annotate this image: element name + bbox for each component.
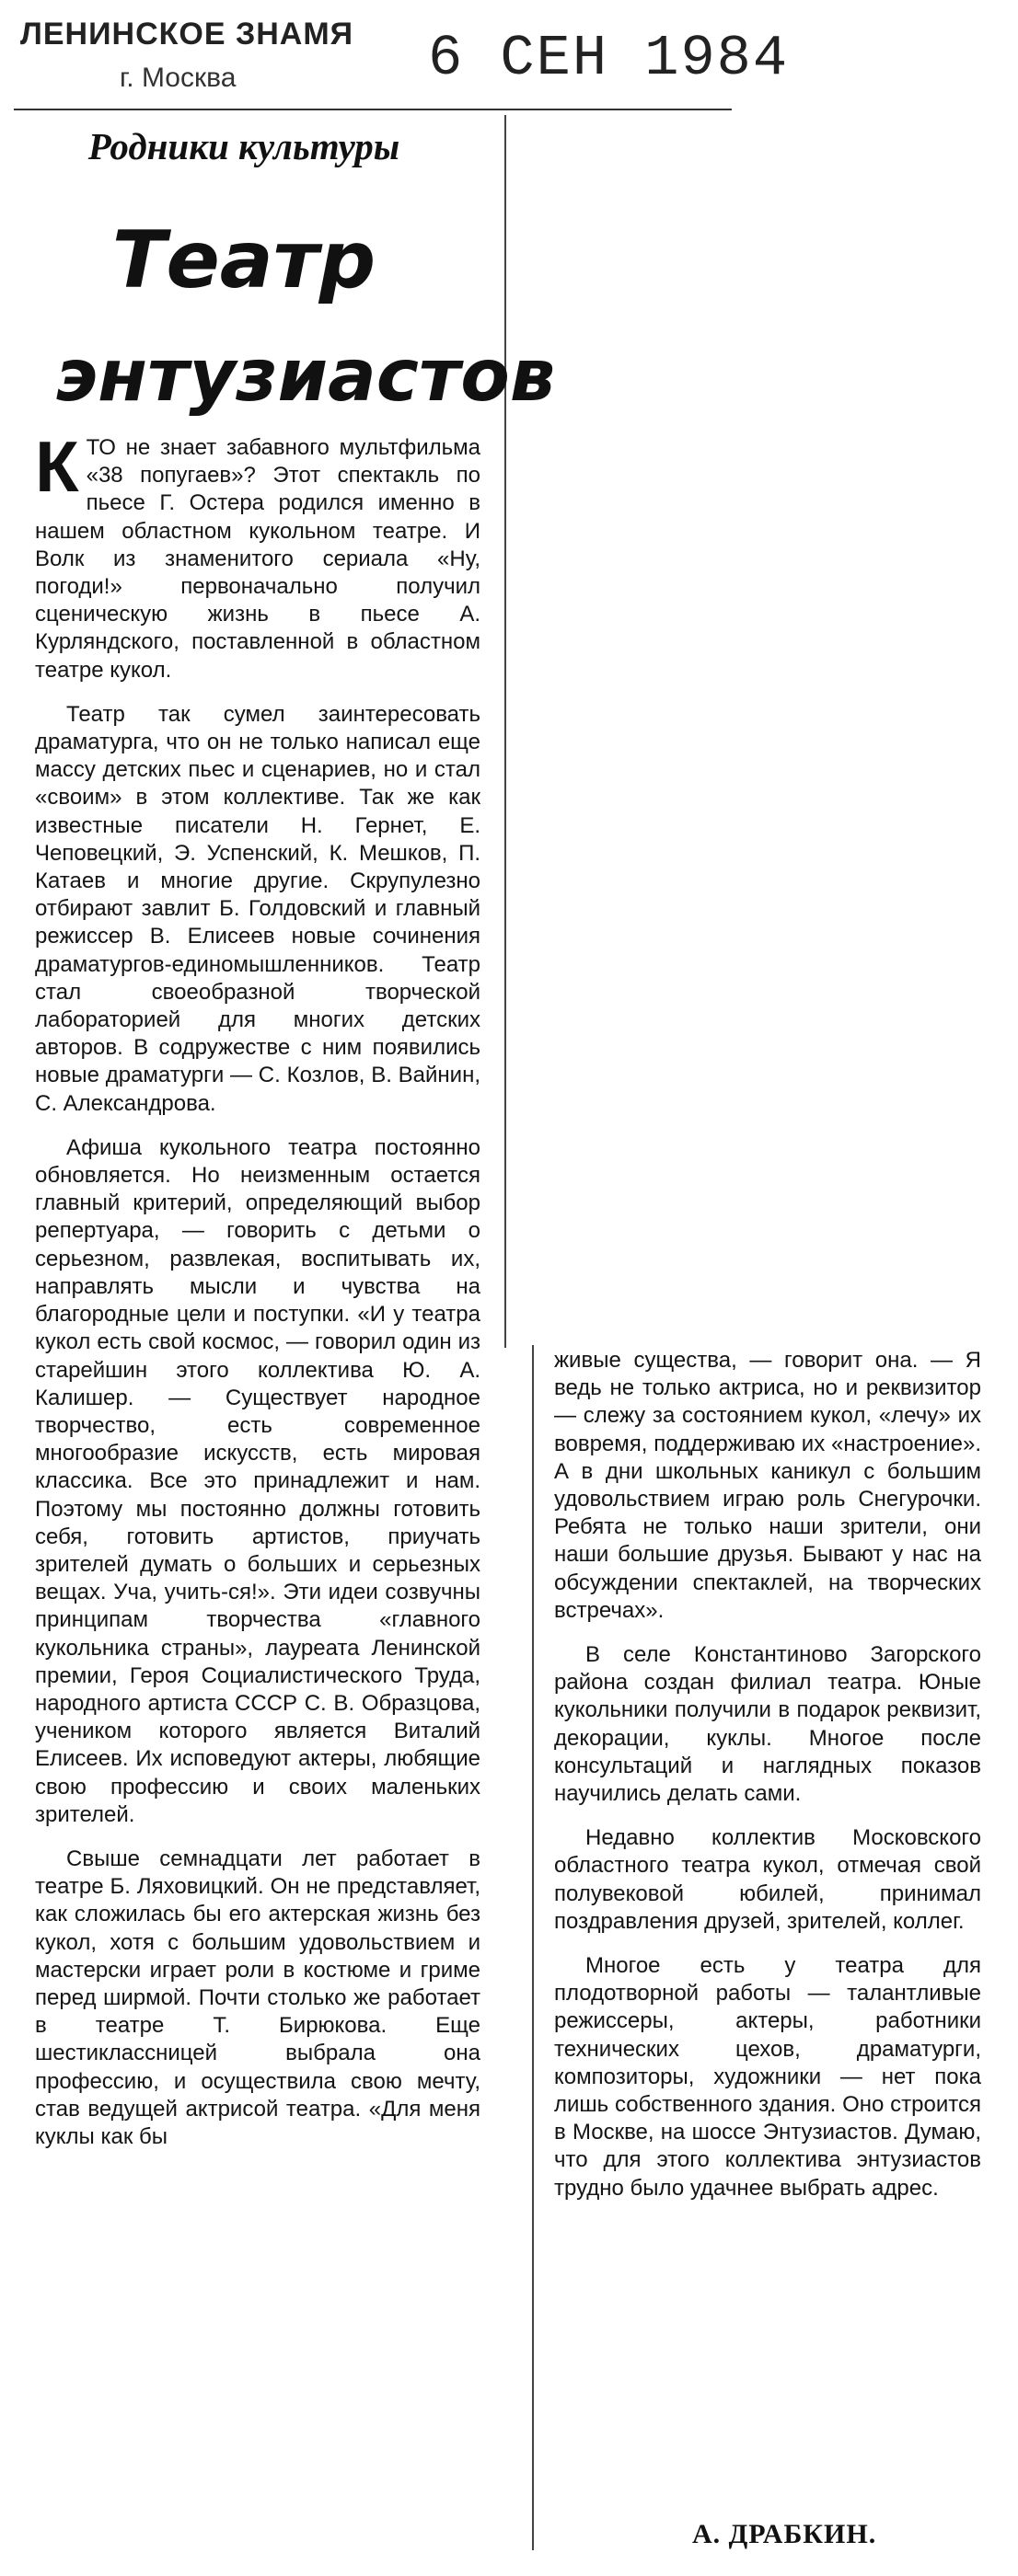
paragraph-5: живые существа, — говорит она. — Я ведь не только актриса, но и реквизитор — слежу за состоянием кукол, «лечу» их вовремя, поддерживаю их «настроение». А в дни школьных каникул с большим удовольствием играю роль Снегурочки. Ребята не только наши зрители, они наши большие друзья. Бывают у нас на обсуждении спектаклей, на творческих встречах».	[554, 1348, 981, 1623]
paragraph-8: Многое есть у театра для плодотворной работы — талантливые режиссеры, актеры, работники технических цехов, драматурги, композиторы, художники — нет пока лишь собственного здания. Оно строится в Москве, на шоссе Энтузиастов. Думаю, что для этого коллектива энтузиастов трудно было удачнее выбрать адрес.	[554, 1953, 981, 2201]
rubric: Родники культуры	[87, 125, 400, 167]
paragraph-7: Недавно коллектив Московского областного театра кукол, отмечая свой полувековой юбилей, принимал поздравления друзей, зрителей, коллег.	[554, 1825, 981, 1934]
paragraph-2: Театр так сумел заинтересовать драматурга, что он не только написал еще массу детских пьес и сценариев, но и стал «своим» в этом коллективе. Так же как известные писатели Н. Гернет, Е. Чеповецкий, Э. Успенский, К. Мешков, П. Катаев и многие другие. Скрупулезно отбирают завлит Б. Голдовский и главный режиссер В. Елисеев новые сочинения драматургов-единомышленников. Театр стал своеобразной творческой лабораторией для многих детских авторов. В содружестве с ним появились новые драматурги — С. Козлов, В. Вайнин, С. Александрова.	[35, 701, 480, 1116]
author-signature: А. ДРАБКИН.	[692, 2519, 877, 2549]
column-divider-upper	[504, 115, 506, 1348]
paragraph-6: В селе Константиново Загорского района создан филиал театра. Юные кукольники получили в подарок реквизит, декорации, куклы. Многое после консультаций и наглядных показов научились делать сами.	[554, 1642, 981, 1807]
column-divider-lower	[532, 1345, 534, 2550]
headline-line-1: Театр	[111, 214, 376, 306]
drop-cap: К	[35, 426, 79, 507]
paragraph-4: Свыше семнадцати лет работает в театре Б. Ляховицкий. Он не представляет, как сложилась бы его актерская жизнь без кукол, хотя с большим удовольствием и мастерски играет роли в костюме и гриме перед ширмой. Почти столько же работает в театре Т. Бирюкова. Еще шестиклассницей выбрала она профессию, и осуществила свою мечту, став ведущей актрисой театра. «Для меня куклы как бы	[35, 1846, 480, 2149]
headline-line-2: энтузиастов	[55, 335, 556, 418]
article-column-1	[35, 426, 480, 2151]
paragraph-1-text: ТО не знает забавного мультфильма «38 попугаев»? Этот спектакль по пьесе Г. Остера родился именно в нашем областном кукольном театре. И Волк из знаменитого сериала «Ну, погоди!» первоначально получил сценическую жизнь в пьесе А. Курляндского, поставленной в областном театре кукол.	[35, 435, 480, 683]
paragraph-3: Афиша кукольного театра постоянно обновляется. Но неизменным остается главный критерий, определяющий выбор репертуара, — говорить с детьми о серьезном, развлекая, воспитывать их, направлять мысли и чувства на благородные цели и поступки. «И у театра кукол есть свой космос, — говорил один из старейшин этого коллектива Ю. А. Калишер. — Существует народное творчество, есть современное многообразие искусств, есть мировая классика. Все это принадлежит и нам. Поэтому мы постоянно должны готовить себя, готовить артистов, приучать зрителей думать о больших и серьезных вещах. Уча, учить-ся!». Эти идеи созвучны принципам творчества «главного кукольника страны», лауреата Ленинской премии, Героя Социалистического Труда, народного артиста СССР С. В. Образцова, учеником которого является Виталий Елисеев. Их исповедуют актеры, любящие свою профессию и своих маленьких зрителей.	[35, 1134, 480, 1827]
date-stamp: 6 СЕН 1984	[428, 26, 790, 91]
header-rule	[14, 109, 732, 110]
article-column-2	[554, 1347, 981, 2202]
newspaper-name: ЛЕНИНСКОЕ ЗНАМЯ	[20, 17, 354, 52]
paragraph-1	[35, 426, 480, 684]
newspaper-city: г. Москва	[120, 63, 237, 93]
